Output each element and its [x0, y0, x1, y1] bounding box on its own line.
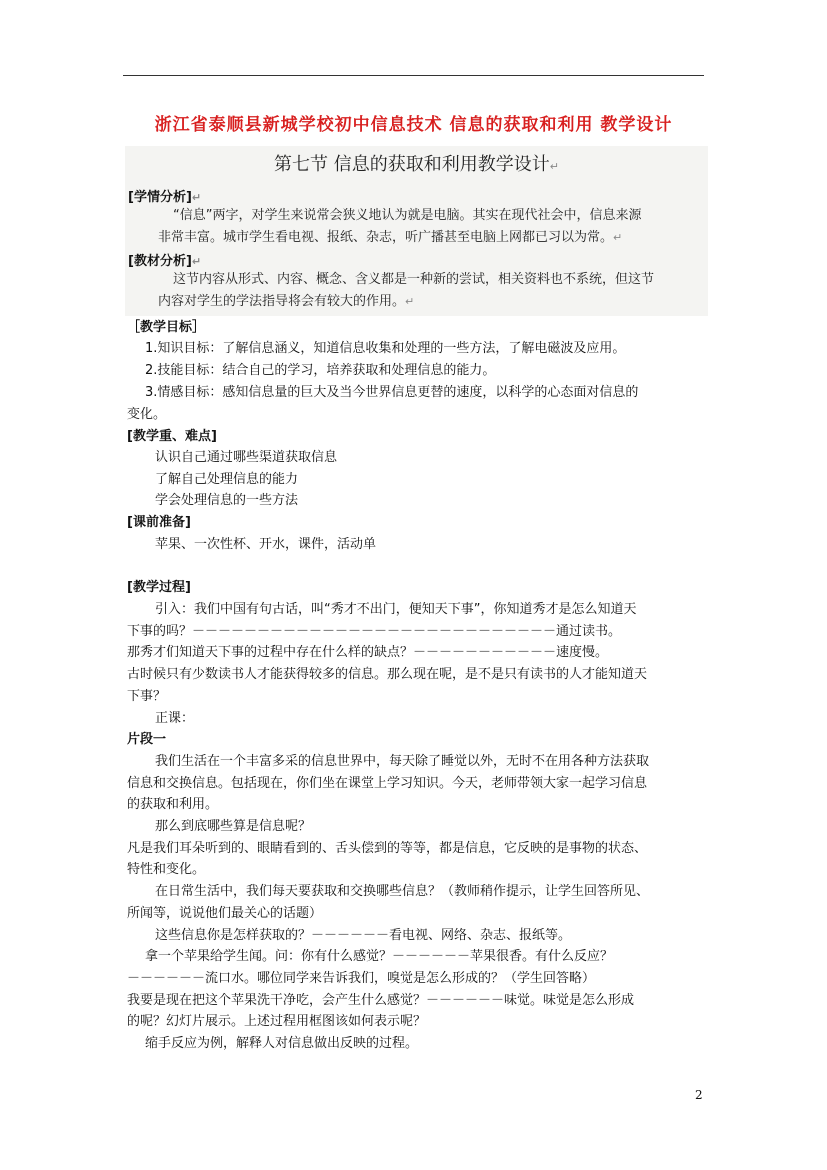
key-point: 了解自己处理信息的能力	[155, 472, 299, 487]
section-heading-preparation: [课前准备]	[127, 515, 191, 530]
part-heading: 片段一	[127, 732, 167, 747]
paragraph-line: 这节内容从形式、内容、概念、含义都是一种新的尝试，相关资料也不系统，但这节	[173, 272, 655, 287]
paragraph-line: “信息”两字，对学生来说常会狭义地认为就是电脑。其实在现代社会中，信息来源	[173, 208, 642, 223]
intro-line: 引入：我们中国有句古话，叫“秀才不出门，便知天下事”，你知道秀才是怎么知道天	[155, 602, 637, 617]
paragraph-line: 这些信息你是怎样获取的？－－－－－－看电视、网络、杂志、报纸等。	[155, 928, 572, 943]
paragraph-line: 那么到底哪些算是信息呢？	[155, 819, 312, 834]
intro-line: 下事？	[127, 689, 167, 704]
page-number: 2	[695, 1088, 703, 1102]
key-point: 认识自己通过哪些渠道获取信息	[155, 450, 338, 465]
paragraph-line: 拿一个苹果给学生闻。问：你有什么感觉？－－－－－－苹果很香。有什么反应？	[145, 949, 614, 964]
return-mark-icon: ↵	[549, 160, 559, 173]
document-title: 浙江省泰顺县新城学校初中信息技术 信息的获取和利用 教学设计	[154, 115, 673, 135]
paragraph-line: 在日常生活中，我们每天要获取和交换哪些信息？（教师稍作提示，让学生回答所见、	[155, 884, 650, 899]
paragraph-line: －－－－－－流口水。哪位同学来告诉我们，嗅觉是怎么形成的？（学生回答略）	[127, 971, 596, 986]
paragraph-line: 内容对学生的学法指导将会有较大的作用。	[158, 294, 406, 309]
paragraph-line: 所闻等，说说他们最关心的话题）	[127, 906, 323, 921]
goal-item: 3.情感目标：感知信息量的巨大及当今世界信息更替的速度，以科学的心态面对信息的	[145, 385, 639, 400]
paragraph-line: 凡是我们耳朵听到的、眼睛看到的、舌头偿到的等等，都是信息，它反映的是事物的状态、	[127, 841, 648, 856]
return-mark-icon: ↵	[191, 255, 202, 268]
key-point: 学会处理信息的一些方法	[155, 493, 299, 508]
paragraph-line: 非常丰富。城市学生看电视、报纸、杂志，听广播甚至电脑上网都已习以为常。	[158, 230, 614, 245]
paragraph-line: 特性和变化。	[127, 862, 206, 877]
section-heading-key-points: [教学重、难点]	[127, 429, 217, 444]
paragraph-line: 我们生活在一个丰富多采的信息世界中，每天除了睡觉以外，无时不在用各种方法获取	[155, 754, 650, 769]
return-mark-icon: ↵	[191, 191, 202, 204]
section-heading-learning-analysis: [学情分析]	[128, 190, 192, 205]
paragraph-line: 信息和交换信息。包括现在，你们坐在课堂上学习知识。今天，老师带领大家一起学习信息	[127, 776, 648, 791]
intro-line: 下事的吗？－－－－－－－－－－－－－－－－－－－－－－－－－－－－通过读书。	[127, 624, 622, 639]
goal-item: 2.技能目标：结合自己的学习，培养获取和处理信息的能力。	[145, 363, 496, 378]
section-heading-material-analysis: [教材分析]	[128, 254, 192, 269]
goal-item-continued: 变化。	[127, 407, 167, 422]
header-rule	[123, 75, 704, 76]
scan-subtitle: 第七节 信息的获取和利用教学设计	[274, 154, 550, 175]
intro-line: 那秀才们知道天下事的过程中存在什么样的缺点？－－－－－－－－－－－速度慢。	[127, 645, 609, 660]
return-mark-icon: ↵	[405, 295, 415, 308]
lesson-label: 正课：	[155, 711, 195, 726]
section-heading-goals: ［教学目标］	[127, 320, 206, 335]
section-heading-process: [教学过程]	[127, 580, 191, 595]
intro-line: 古时候只有少数读书人才能获得较多的信息。那么现在呢，是不是只有读书的人才能知道天	[127, 667, 648, 682]
scanned-excerpt	[125, 146, 708, 316]
return-mark-icon: ↵	[613, 231, 623, 244]
goal-item: 1.知识目标：了解信息涵义，知道信息收集和处理的一些方法，了解电磁波及应用。	[145, 341, 626, 356]
paragraph-line: 缩手反应为例，解释人对信息做出反映的过程。	[145, 1036, 419, 1051]
paragraph-line: 的呢？幻灯片展示。上述过程用框图该如何表示呢？	[127, 1014, 427, 1029]
preparation-items: 苹果、一次性杯、开水，课件，活动单	[155, 537, 377, 552]
paragraph-line: 的获取和利用。	[127, 797, 219, 812]
paragraph-line: 我要是现在把这个苹果洗干净吃，会产生什么感觉？－－－－－－味觉。味觉是怎么形成	[127, 993, 635, 1008]
